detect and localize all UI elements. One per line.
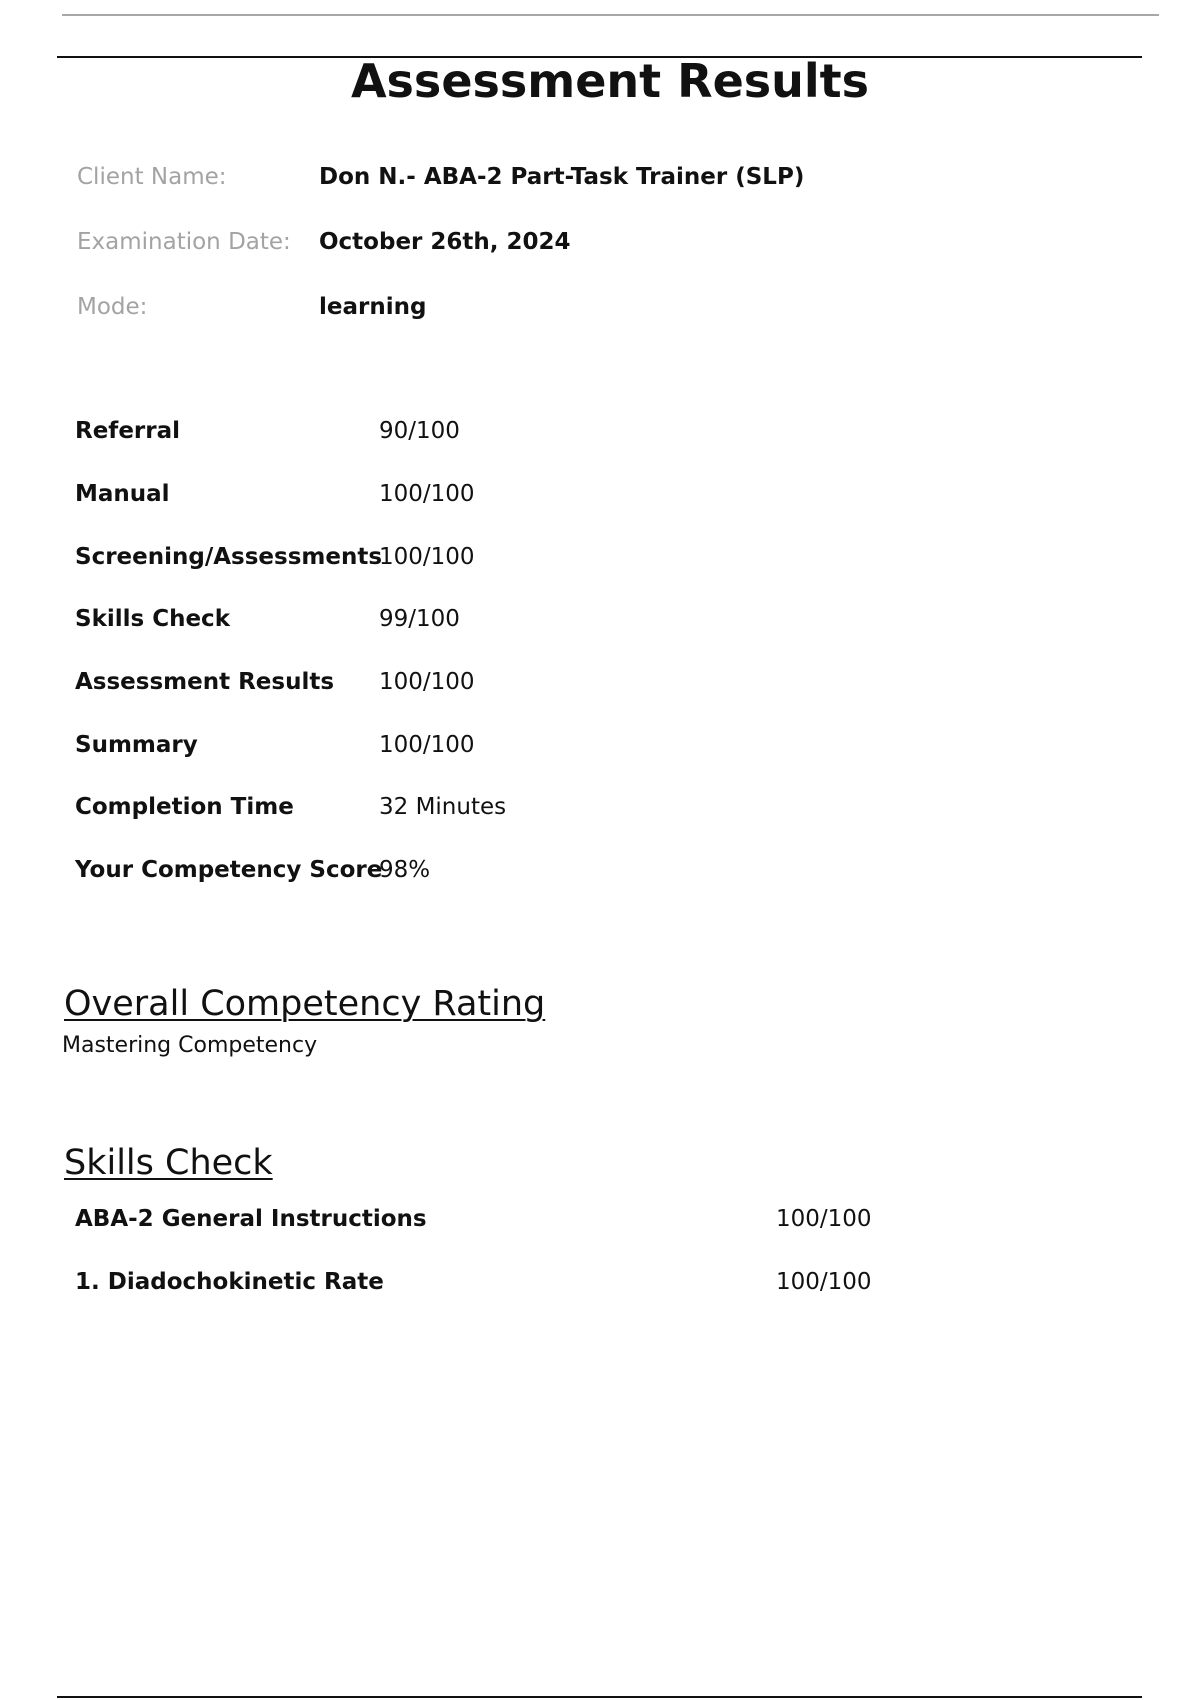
skill-label: 1. Diadochokinetic Rate xyxy=(75,1269,384,1295)
top-divider-light xyxy=(62,14,1159,16)
score-label: Referral xyxy=(75,418,181,444)
score-label: Assessment Results xyxy=(75,669,335,695)
overall-rating-value: Mastering Competency xyxy=(62,1033,318,1058)
examination-date-label: Examination Date: xyxy=(77,229,291,255)
mode-value: learning xyxy=(319,294,427,320)
page-title: Assessment Results xyxy=(350,54,870,108)
skills-check-heading: Skills Check xyxy=(64,1143,273,1183)
score-label: Your Competency Score xyxy=(75,857,383,883)
skill-value: 100/100 xyxy=(776,1206,872,1232)
score-value: 32 Minutes xyxy=(379,794,507,820)
score-value: 100/100 xyxy=(379,481,475,507)
score-value: 98% xyxy=(379,857,431,883)
examination-date-value: October 26th, 2024 xyxy=(319,229,571,255)
client-name-label: Client Name: xyxy=(77,164,227,190)
score-value: 100/100 xyxy=(379,544,475,570)
bottom-divider xyxy=(57,1696,1142,1698)
mode-label: Mode: xyxy=(77,294,148,320)
score-label: Manual xyxy=(75,481,170,507)
score-label: Screening/Assessments xyxy=(75,544,383,570)
score-label: Completion Time xyxy=(75,794,294,820)
score-value: 90/100 xyxy=(379,418,460,444)
score-label: Summary xyxy=(75,732,198,758)
score-label: Skills Check xyxy=(75,606,230,632)
skill-label: ABA-2 General Instructions xyxy=(75,1206,427,1232)
score-value: 100/100 xyxy=(379,669,475,695)
score-value: 100/100 xyxy=(379,732,475,758)
overall-rating-heading: Overall Competency Rating xyxy=(64,984,546,1024)
skill-value: 100/100 xyxy=(776,1269,872,1295)
client-name-value: Don N.- ABA-2 Part-Task Trainer (SLP) xyxy=(319,164,805,190)
score-value: 99/100 xyxy=(379,606,460,632)
